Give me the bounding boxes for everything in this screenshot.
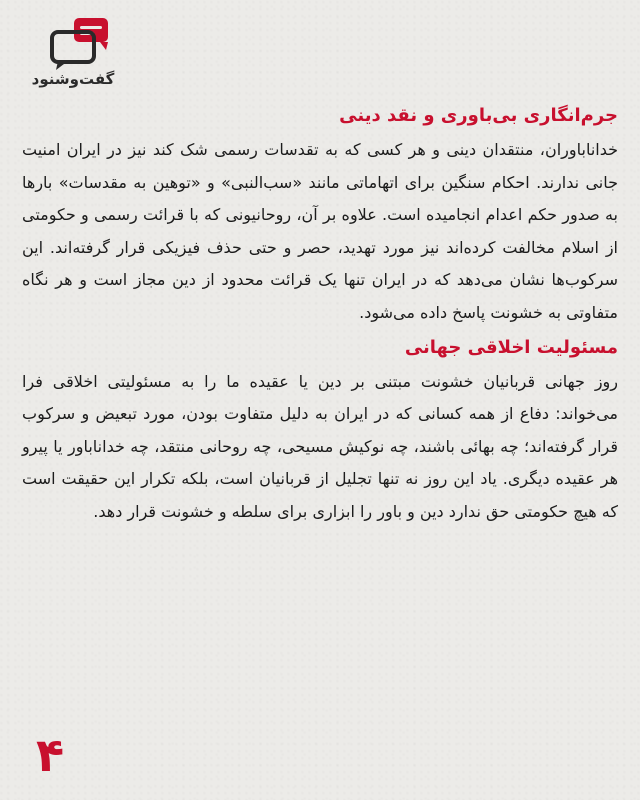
brand-logo bbox=[22, 14, 122, 92]
section-paragraph-criminalization: خداناباوران، منتقدان دینی و هر کسی که به تقدسات رسمی شک کند نیز در ایران امنیت جانی ندارند. احکام سنگین برای اتهاماتی مانند «سب‌النبی» و «توهین به مقدسات» بارها به صدور حکم اعدام انجامیده است. علاوه بر آن، روحانیونی که با قرائت رسمی و حکومتی از اسلام مخالفت کرده‌اند نیز مورد تهدید، حصر و حتی حذف فیزیکی قرار گرفته‌اند. این سرکوب‌ها نشان می‌دهد که در ایران تنها یک قرائت محدود از دین مجاز است و هر نگاه متفاوتی به خشونت پاسخ داده می‌شود. bbox=[22, 140, 618, 322]
page-number: ۴ bbox=[36, 728, 65, 782]
section-paragraph-moral-responsibility: روز جهانی قربانیان خشونت مبتنی بر دین یا عقیده ما را به مسئولیتی اخلاقی فرا می‌خواند: دفاع از همه کسانی که در ایران به دلیل متفاوت بودن، مورد تبعیض و سرکوب قرار گرفته‌اند؛ چه بهائی باشند، چه نوکیش مسیحی، چه روحانی منتقد، چه خداناباور یا پیرو هر عقیده دیگری. یاد این روز نه تنها تجلیل از قربانیان است، بلکه تکرار این حقیقت است که هیچ حکومتی حق ندارد دین و باور را ابزاری برای سلطه و خشونت قرار دهد. bbox=[22, 371, 618, 521]
logo-text: گفت‌وشنود bbox=[31, 70, 115, 88]
article-body bbox=[22, 98, 618, 529]
section-heading-moral-responsibility: مسئولیت اخلاقی جهانی bbox=[404, 336, 618, 358]
section-heading-criminalization: جرم‌انگاری بی‌باوری و نقد دینی bbox=[339, 105, 618, 126]
speech-bubbles-icon bbox=[22, 14, 122, 74]
